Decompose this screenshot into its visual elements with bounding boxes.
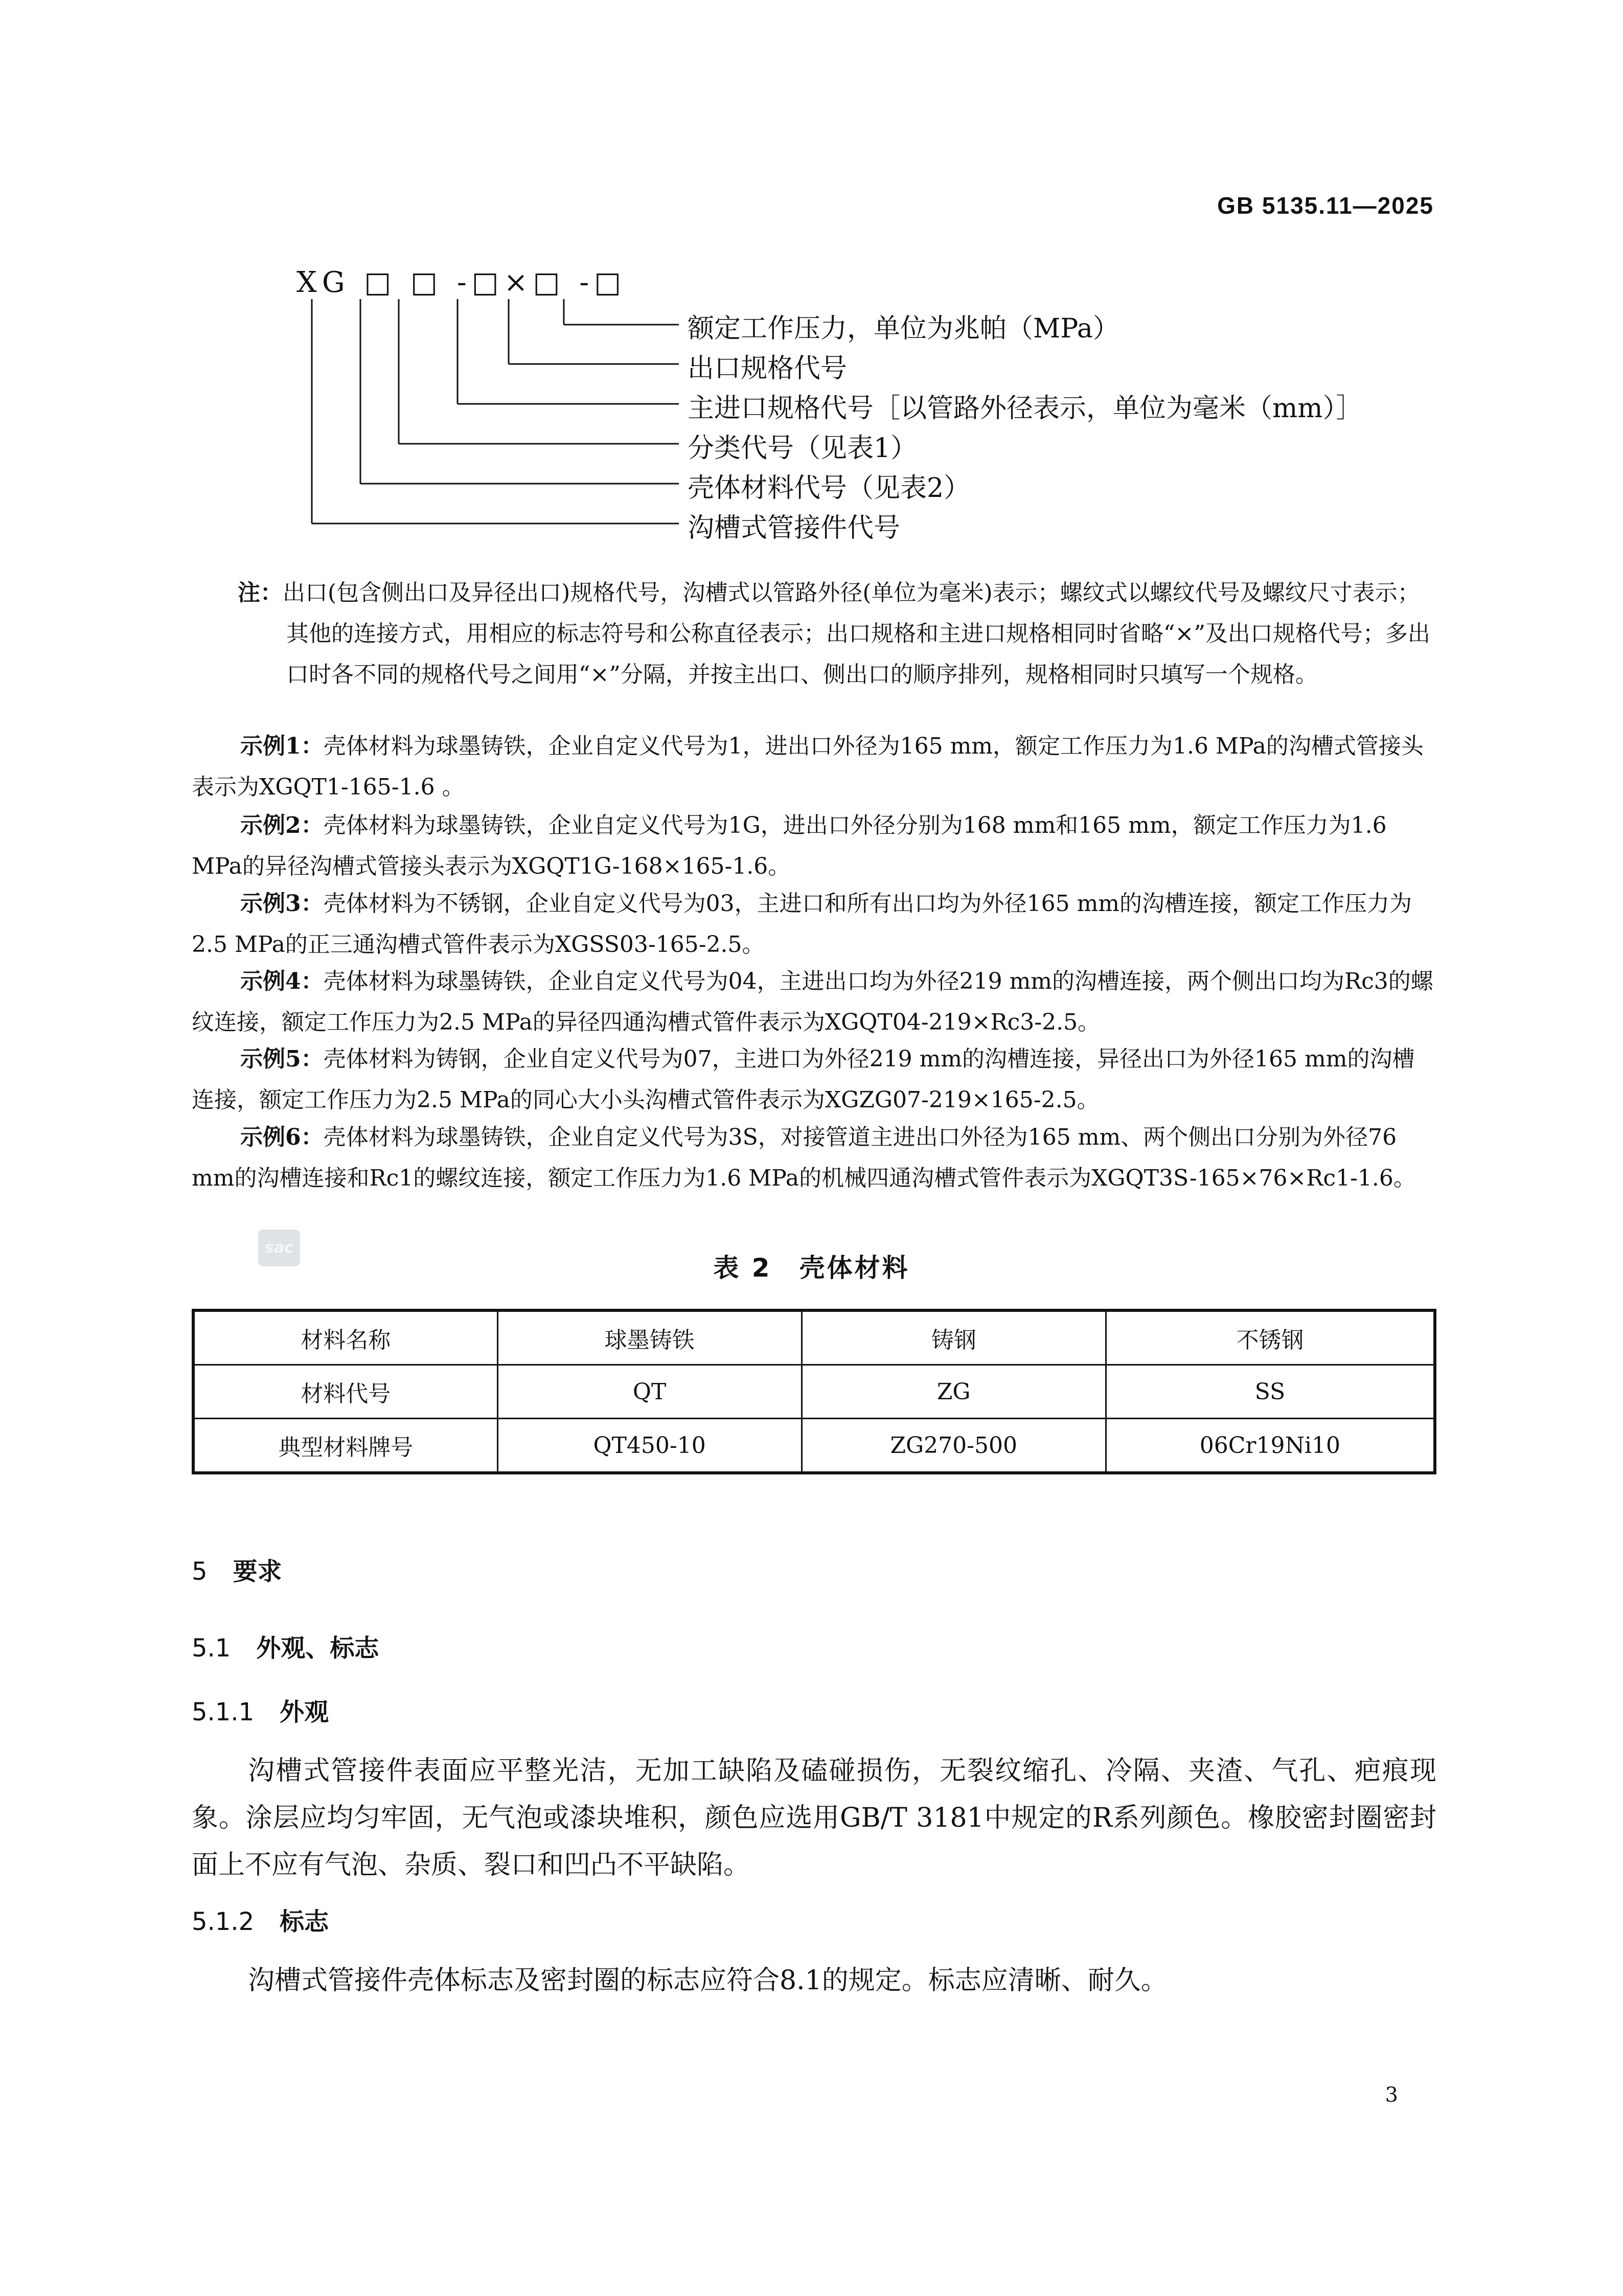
table-row xyxy=(193,1419,1435,1473)
example-label: 示例5： xyxy=(240,1046,324,1072)
section-5-1-1-heading xyxy=(192,1692,329,1727)
label-rated-pressure: 额定工作压力，单位为兆帕（MPa） xyxy=(688,313,1119,344)
note-text: 出口(包含侧出口及异径出口)规格代号，沟槽式以管路外径(单位为毫米)表示；螺纹式以螺纹代号及螺纹尺寸表示；其他的连接方式，用相应的标志符号和公称直径表示；出口规格和主进口规格相同时省略“×”及出口规格代号；多出口时各不同的规格代号之间用“×”分隔，并按主出口、侧出口的顺序排列，规格相同时只填写一个规格。 xyxy=(283,580,1430,688)
example-6 xyxy=(192,1117,1436,1199)
page-number: 3 xyxy=(1385,2083,1398,2107)
label-main-inlet-spec: 主进口规格代号［以管路外径表示，单位为毫米（mm）］ xyxy=(688,393,1363,424)
label-fitting-code: 沟槽式管接件代号 xyxy=(688,513,901,543)
table-cell: 材料名称 xyxy=(193,1310,497,1365)
table-cell: QT450-10 xyxy=(497,1419,802,1473)
section-5-heading xyxy=(192,1552,282,1587)
example-text: 壳体材料为球墨铸铁，企业自定义代号为3S，对接管道主进出口外径为165 mm、两个侧出口分别为外径76 mm的沟槽连接和Rc1的螺纹连接，额定工作压力为1.6 MPa的机械四通沟槽式管件表示为XGQT3S-165×76×Rc1-1.6。 xyxy=(192,1124,1416,1191)
note-paragraph xyxy=(238,573,1436,695)
section-title: 要求 xyxy=(233,1557,282,1586)
label-outlet-spec: 出口规格代号 xyxy=(688,353,848,384)
section-5-1-2-heading xyxy=(192,1902,329,1937)
section-5-1-1-paragraph: 沟槽式管接件表面应平整光洁，无加工缺陷及磕碰损伤，无裂纹缩孔、冷隔、夹渣、气孔、疤痕现象。涂层应均匀牢固，无气泡或漆块堆积，颜色应选用GB/T 3181中规定的R系列颜色。橡胶密封圈密封面上不应有气泡、杂质、裂口和凹凸不平缺陷。 xyxy=(192,1756,1436,1880)
section-5-1-heading xyxy=(192,1628,379,1664)
table-cell: SS xyxy=(1106,1365,1435,1419)
example-4 xyxy=(192,961,1436,1043)
example-1 xyxy=(192,726,1436,808)
code-pattern: XG □ □ -□×□ -□ xyxy=(296,266,627,299)
example-text: 壳体材料为不锈钢，企业自定义代号为03，主进口和所有出口均为外径165 mm的沟槽连接，额定工作压力为2.5 MPa的正三通沟槽式管件表示为XGSS03-165-2.5。 xyxy=(192,891,1412,958)
sac-watermark-logo: sac xyxy=(258,1230,300,1266)
table-2-title: 表 2 壳体材料 xyxy=(713,1253,910,1283)
table-cell: ZG270-500 xyxy=(802,1419,1106,1473)
example-label: 示例2： xyxy=(240,812,324,838)
label-material-code: 壳体材料代号（见表2） xyxy=(688,473,971,504)
example-2 xyxy=(192,805,1436,887)
section-number: 5.1 xyxy=(192,1634,231,1663)
table-cell: 06Cr19Ni10 xyxy=(1106,1419,1435,1473)
table-cell: 球墨铸铁 xyxy=(497,1310,802,1365)
section-title: 外观、标志 xyxy=(256,1634,379,1663)
note-label: 注： xyxy=(238,580,283,606)
note-block xyxy=(238,573,1436,695)
table-cell: QT xyxy=(497,1365,802,1419)
example-label: 示例4： xyxy=(240,968,324,994)
table-cell: 典型材料牌号 xyxy=(193,1419,497,1473)
table-cell: 铸钢 xyxy=(802,1310,1106,1365)
table-row xyxy=(193,1310,1435,1365)
example-label: 示例1： xyxy=(240,733,324,759)
section-number: 5 xyxy=(192,1557,208,1586)
example-text: 壳体材料为球墨铸铁，企业自定义代号为1G，进出口外径分别为168 mm和165 mm，额定工作压力为1.6 MPa的异径沟槽式管接头表示为XGQT1G-168×165-1.6。 xyxy=(192,812,1387,879)
section-number: 5.1.1 xyxy=(192,1698,255,1726)
standard-code: GB 5135.11—2025 xyxy=(1217,192,1434,219)
section-number: 5.1.2 xyxy=(192,1907,255,1936)
section-5-1-2-paragraph: 沟槽式管接件壳体标志及密封圈的标志应符合8.1的规定。标志应清晰、耐久。 xyxy=(248,1965,1168,1996)
section-title: 标志 xyxy=(280,1907,329,1936)
section-title: 外观 xyxy=(280,1698,329,1726)
example-label: 示例6： xyxy=(240,1124,324,1150)
example-text: 壳体材料为球墨铸铁，企业自定义代号为04，主进出口均为外径219 mm的沟槽连接，两个侧出口均为Rc3的螺纹连接，额定工作压力为2.5 MPa的异径四通沟槽式管件表示为XGQT04-219×Rc3-2.5。 xyxy=(192,968,1433,1035)
example-text: 壳体材料为球墨铸铁，企业自定义代号为1，进出口外径为165 mm，额定工作压力为1.6 MPa的沟槽式管接头表示为XGQT1-165-1.6 。 xyxy=(192,733,1424,800)
example-text: 壳体材料为铸钢，企业自定义代号为07，主进口为外径219 mm的沟槽连接，异径出口为外径165 mm的沟槽连接，额定工作压力为2.5 MPa的同心大小头沟槽式管件表示为XGZG07-219×165-2.5。 xyxy=(192,1046,1415,1113)
label-class-code: 分类代号（见表1） xyxy=(688,433,918,464)
example-5 xyxy=(192,1039,1436,1121)
example-3 xyxy=(192,883,1436,965)
table-cell: 不锈钢 xyxy=(1106,1310,1435,1365)
example-label: 示例3： xyxy=(240,891,324,917)
table-cell: ZG xyxy=(802,1365,1106,1419)
table-cell: 材料代号 xyxy=(193,1365,497,1419)
table-row xyxy=(193,1365,1435,1419)
table-2-shell-materials xyxy=(192,1309,1436,1474)
